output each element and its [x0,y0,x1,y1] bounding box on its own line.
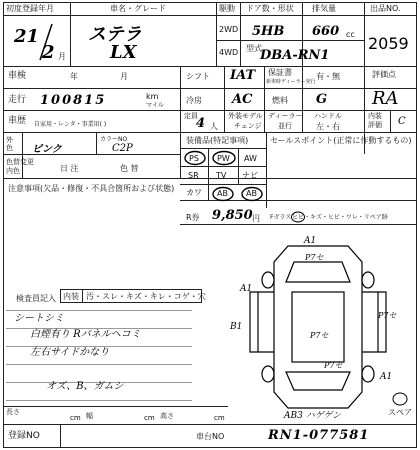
sales-points-title: セールスポイント(正常に作動するもの) [270,136,412,145]
capacity-label: 定員 [184,112,198,120]
handle-options: 左・右 [316,122,340,131]
displacement-label: 排気量 [312,4,336,13]
interior-label: 内装 [368,112,382,120]
car-name-label: 車名・グレード [110,4,166,13]
inspector-note-2: 白煙有り Rパネルヘコミ [30,329,141,340]
spare-tire [390,390,410,408]
diag-pt-right: P7セ [378,311,397,320]
change-sub: 内色 [6,167,20,175]
equip-tv: TV [216,171,227,180]
km-unit: km [146,92,159,101]
capacity-value: 4 [196,116,206,131]
cm-3: cm [214,414,225,422]
equip-ab: AB [217,189,228,198]
model-change-label: 外装モデル [228,112,263,120]
notes-title: 注意事項(欠品・修復・不具合箇所および状態) [8,184,175,193]
change-label: 色替変更 [6,158,34,166]
equip-navi: ナビ [242,171,258,180]
length-label: 長さ [6,408,20,416]
diag-pt-roof: P7セ [310,331,329,340]
cm-2: cm [144,414,155,422]
glass-circle [290,211,306,223]
color-no-value: C2P [112,143,133,154]
handle-label: ハンドル [314,112,342,120]
exterior-value: ピンク [32,144,62,155]
inspector-interior: 内装 [63,292,79,301]
door-label: ドア数・形状 [246,4,294,13]
displacement-value: 660 [312,24,340,39]
inspector-options: 汚・スレ・キズ・キレ・コゲ・穴 [86,292,206,301]
dealer-sub: 並行 [278,122,292,130]
ac-label: 冷房 [186,96,202,105]
equip-sr: SR [188,171,199,180]
model-label: 型式 [246,44,262,53]
car-name: ステラ [88,24,142,45]
drive-label: 駆動 [219,4,235,13]
lot-no: 2059 [368,34,409,53]
car-grade: LX [110,42,137,63]
diag-a1-top: A1 [304,236,317,246]
width-label: 幅 [86,412,93,420]
diag-pt-hood: P7セ [305,253,324,262]
inspection-label: 車検 [8,71,27,81]
warranty-options: 有・無 [316,72,340,81]
inspector-note-4: オズ、B、ガムシ [46,381,124,392]
diag-b1: B1 [230,322,243,332]
ac-value: AC [232,92,253,107]
warranty-label: 保証書 [268,68,292,77]
history-label: 車歴 [8,116,27,126]
month-unit: 月 [58,52,66,61]
model-code: DBA-RN1 [260,48,330,63]
glass-options: ヒビ・キズ・ヒビ・ワレ・リペア跡 [292,214,388,221]
drive-4wd: 4WD [219,48,239,57]
drive-2wd: 2WD [219,25,239,34]
height-label: 高さ [160,412,174,420]
fuel-value: G [316,92,328,107]
model-change-sub: チェンジ [234,122,262,130]
equip-pw: PW [217,154,230,163]
exterior-label: 外色 [6,136,13,152]
dealer-label: ディーラー [268,112,303,120]
history-options: 自家用・レンタ・事業用( ) [34,121,107,128]
mile-unit: マイル [146,102,164,109]
reg-no-label: 登録NO [8,431,40,441]
cm-1: cm [70,414,81,422]
shift-label: シフト [186,72,210,81]
mileage-label: 走行 [8,95,27,105]
score-value: RA [372,88,399,109]
fuel-label: 燃料 [272,96,288,105]
change-options-2: 色 替 [120,164,139,173]
capacity-unit: 人 [210,122,218,131]
recycle-value: 9,850 [212,208,253,223]
interior-value: C [398,116,406,127]
equip-ps: PS [189,154,199,163]
inspector-note-3: 左右サイドかなり [30,347,110,358]
glass-label: Fガラス [270,214,292,221]
shift-value: IAT [230,68,256,83]
interior-label2: 評価 [368,121,382,129]
diag-bottom-note: AB3 ハゲゲン [284,411,342,421]
inspector-note-1: シートシミ [14,313,64,324]
inspector-label: 検査員記入 [16,294,56,303]
grade-label: 評価点 [372,70,396,79]
chassis-label: 車台NO [196,432,225,441]
equip-leather: カワ [186,188,202,197]
recycle-label: R券 [186,213,200,222]
door-shape: 5HB [252,24,285,39]
warranty-sub: 新車時ディーラー発行 [266,79,316,85]
chassis-value: RN1-077581 [268,428,370,443]
displacement-unit: cc [346,30,355,39]
equip-ab-2: AB [246,189,257,198]
reg-month: 2 [42,42,55,63]
insp-month-unit: 月 [120,72,128,81]
color-no-label: カラーNO [100,136,128,143]
lot-no-label: 出品NO. [370,4,401,13]
diag-pt-rear: P7セ [324,361,343,370]
insp-year-unit: 年 [70,72,78,81]
spare-label: スペア [388,408,412,417]
diag-a1-left: A1 [240,284,253,294]
recycle-unit: 円 [252,214,260,223]
equip-aw: AW [244,154,257,163]
reg-year: 21 [14,26,40,47]
mileage-value: 100815 [40,93,107,108]
first-reg-label: 初度登録年月 [6,4,54,13]
diag-a1-right: A1 [380,372,393,382]
change-options: 日 注 [60,164,79,173]
equipment-title: 装備品(特記事項) [186,136,249,145]
